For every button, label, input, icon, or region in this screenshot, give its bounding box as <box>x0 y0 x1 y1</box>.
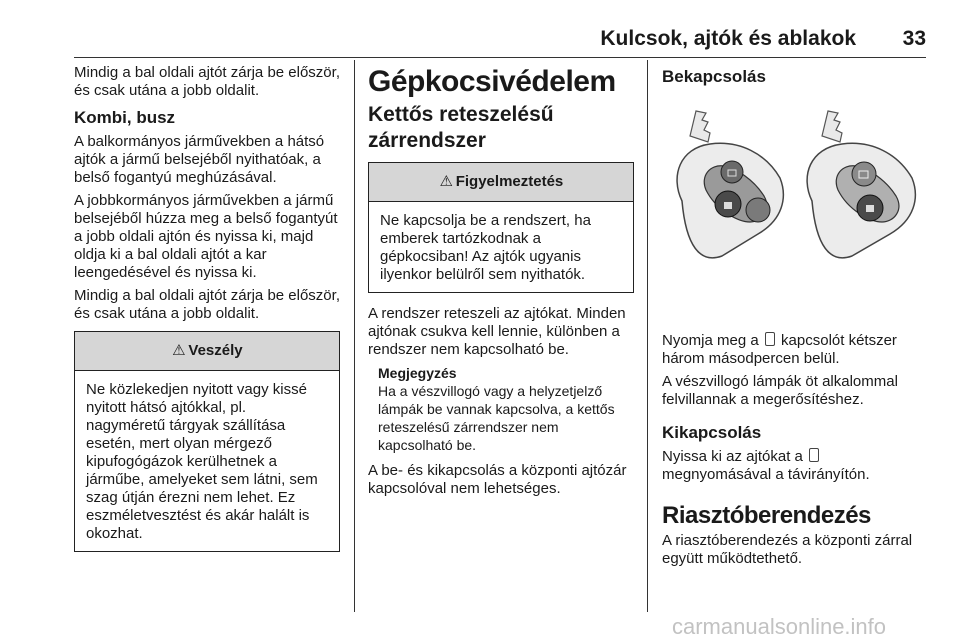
danger-box <box>74 331 340 552</box>
section-heading-on: Bekapcsolás <box>662 67 766 86</box>
paragraph: A jobbkormányos járművekben a jármű belsejéből húzza meg a belső fogantyút a jobb oldali ajtón és nyissa ki, majd oldja ki a bal oldali ajtót a kar leengedésével és nyissa ki. <box>74 192 338 281</box>
paragraph: A vészvillogó lámpák öt alkalommal felvillannak a megerősítéshez. <box>662 373 898 408</box>
column-divider <box>354 60 355 612</box>
key-fob-left <box>677 111 783 258</box>
lock-button-icon <box>765 332 775 346</box>
section-title: Gépkocsivédelem <box>368 65 616 98</box>
note-text: Ha a vészvillogó vagy a helyzetjelző lámpák be vannak kapcsolva, a kettős reteszelésű zárrendszer nem kapcsolható be. <box>378 383 615 453</box>
paragraph: Mindig a bal oldali ajtót zárja be először, és csak utána a jobb oldalit. <box>74 287 340 322</box>
paragraph: A balkormányos járművekben a hátsó ajtók a jármű belsejéből nyithatóak, a belső fogantyú meghúzásával. <box>74 133 325 186</box>
warning-box-header <box>369 163 633 202</box>
note <box>368 364 634 454</box>
section-title-alarm: Riasztóberendezés <box>662 502 871 529</box>
column-2 <box>368 64 634 503</box>
column-3 <box>662 64 928 573</box>
text-fragment: Nyomja meg a <box>662 332 759 349</box>
page-header <box>74 27 926 58</box>
warning-box <box>368 162 634 293</box>
chapter-title: Kulcsok, ajtók és ablakok <box>600 27 856 50</box>
text-fragment: kapcsolót kétszer három másodpercen belül. <box>662 332 897 367</box>
section-heading-off: Kikapcsolás <box>662 423 762 442</box>
note-label: Megjegyzés <box>378 365 457 381</box>
column-divider <box>647 60 648 612</box>
paragraph: A riasztóberendezés a központi zárral együtt működtethető. <box>662 532 913 567</box>
paragraph <box>662 448 928 484</box>
paragraph: Mindig a bal oldali ajtót zárja be először, és csak utána a jobb oldalit. <box>74 64 340 99</box>
text-fragment: Nyissa ki az ajtókat a <box>662 448 803 465</box>
unlock-button-icon <box>809 448 819 462</box>
warning-triangle-icon: ⚠ <box>439 173 453 190</box>
paragraph: A be- és kikapcsolás a központi ajtózár kapcsolóval nem lehetséges. <box>368 462 627 497</box>
section-heading-kombi: Kombi, busz <box>74 108 176 127</box>
watermark: carmanualsonline.info <box>672 614 887 639</box>
page-number: 33 <box>902 27 926 50</box>
danger-text: Ne közlekedjen nyitott vagy kissé nyitott hátsó ajtókkal, pl. nagyméretű tárgyak szállítása esetén, mert olyan mérgező kipufogógázok kerülhetnek a járműbe, amelyeket sem látni, sem szag útján érezni nem lehet. Ez eszméletvesztést és akár halált is okozhat. <box>86 381 318 542</box>
text-fragment: megnyomásával a távirányítón. <box>662 466 870 483</box>
warning-triangle-icon: ⚠ <box>172 342 186 359</box>
remote-key-illustration <box>662 106 928 311</box>
warning-title: Figyelmeztetés <box>455 173 564 190</box>
key-fob-right <box>807 111 915 258</box>
paragraph <box>662 332 928 368</box>
subsection-title: Kettős reteszelésű zárrendszer <box>368 103 554 152</box>
column-1 <box>74 64 340 562</box>
warning-text: Ne kapcsolja be a rendszert, ha emberek tartózkodnak a gépkocsiban! Az ajtók ugyanis ilyenkor belülről sem nyithatók. <box>380 212 591 283</box>
paragraph: A rendszer reteszeli az ajtókat. Minden ajtónak csukva kell lennie, különben a rendszer nem kapcsolható be. <box>368 305 626 358</box>
danger-title: Veszély <box>188 342 243 359</box>
danger-box-header <box>75 332 339 371</box>
